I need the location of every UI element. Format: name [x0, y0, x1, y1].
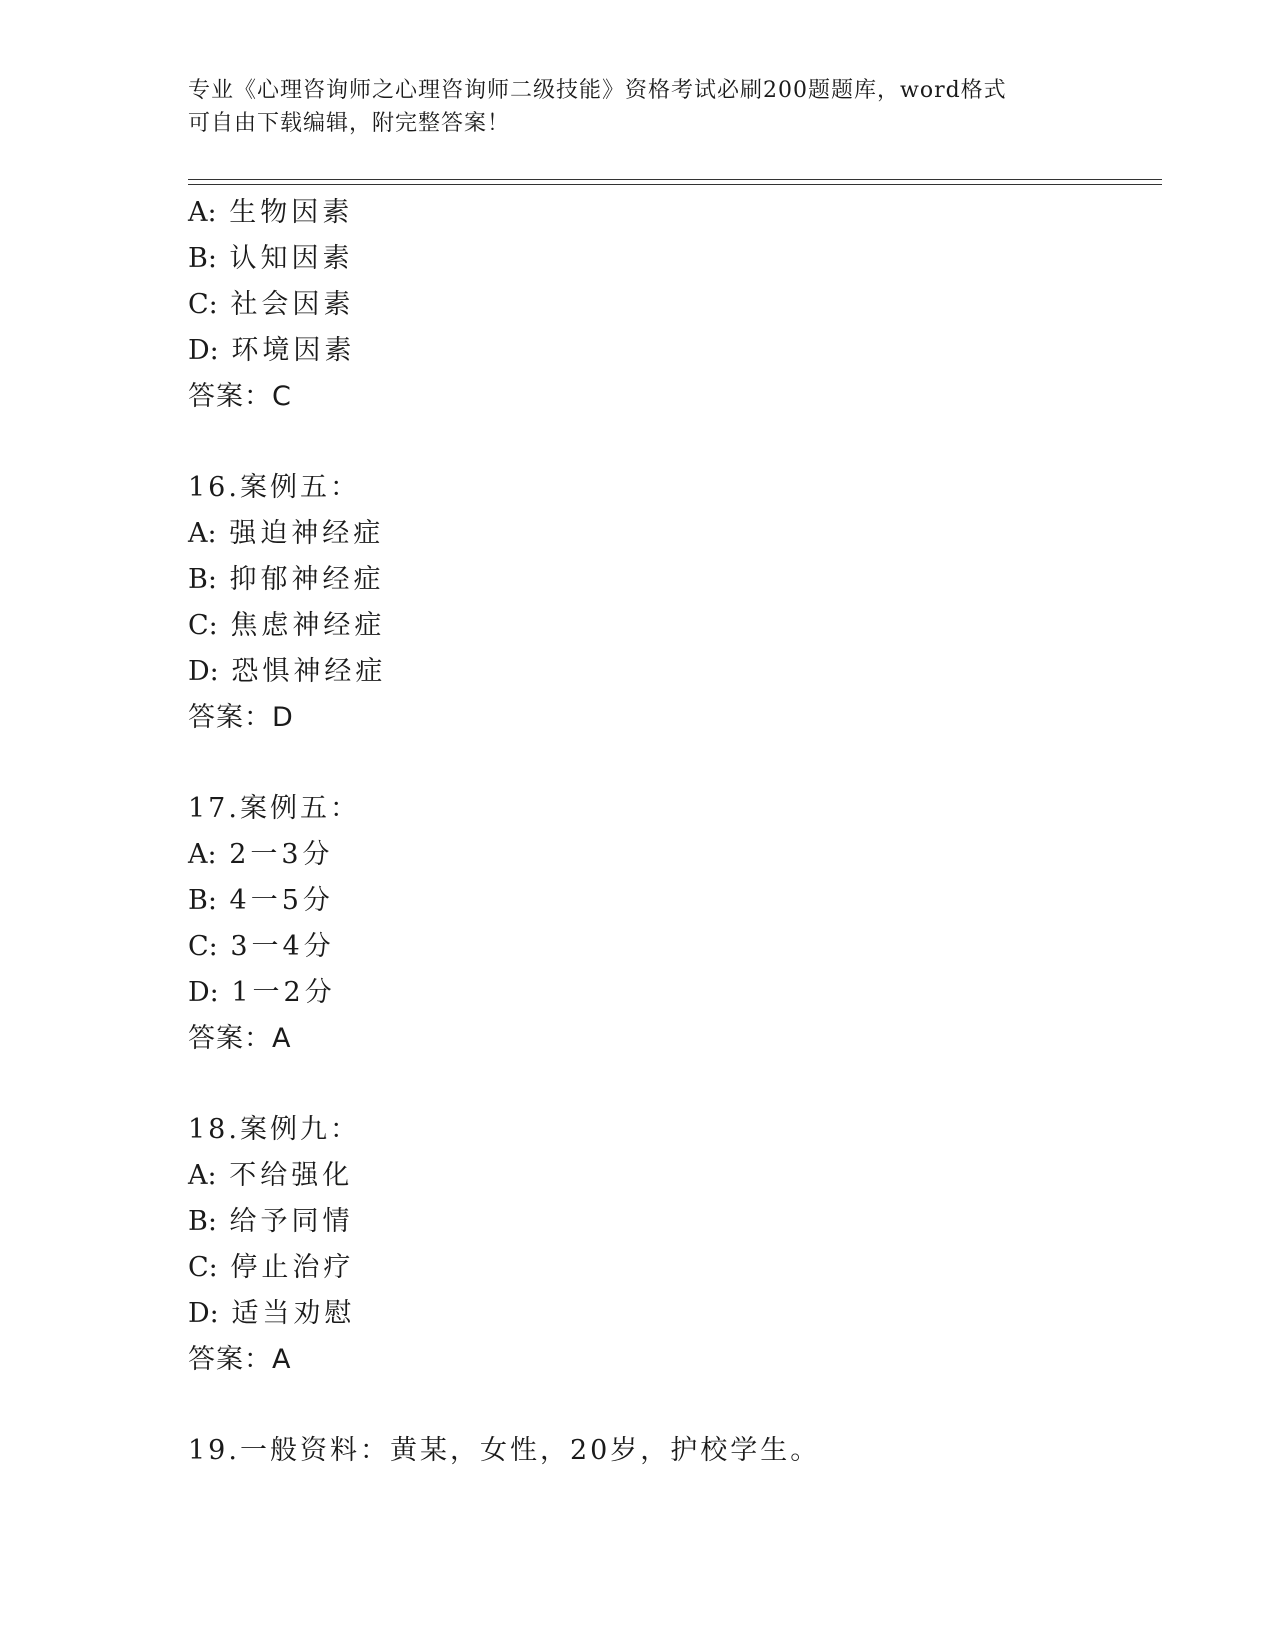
option-c: [188, 603, 1148, 649]
question-19: [188, 1428, 1148, 1474]
answer-line: 答案：A: [188, 1023, 292, 1054]
option-c: [188, 924, 1148, 970]
option-text: 1一2分: [231, 977, 336, 1008]
option-b: [188, 1199, 1148, 1245]
option-text: 3一4分: [230, 931, 335, 962]
answer-line: 答案：C: [188, 381, 292, 412]
option-text: 给予同情: [229, 1206, 354, 1237]
header-divider-bottom: [188, 184, 1162, 185]
option-letter: C:: [188, 1252, 218, 1283]
question-list: [188, 190, 1148, 1474]
option-d: [188, 970, 1148, 1016]
option-text: 环境因素: [231, 335, 356, 366]
option-text: 4一5分: [229, 885, 334, 916]
option-text: 强迫神经症: [229, 518, 385, 549]
option-text: 适当劝慰: [231, 1298, 356, 1329]
option-a: [188, 511, 1148, 557]
option-d: [188, 328, 1148, 374]
option-d: [188, 649, 1148, 695]
option-c: [188, 1245, 1148, 1291]
option-b: [188, 557, 1148, 603]
option-letter: A:: [188, 1160, 217, 1191]
option-text: 2一3分: [229, 839, 334, 870]
option-a: [188, 1153, 1148, 1199]
header-divider-top: [188, 179, 1162, 180]
question-title: 16.案例五：: [188, 472, 360, 503]
option-d: [188, 1291, 1148, 1337]
option-letter: B:: [188, 1206, 217, 1237]
option-letter: A:: [188, 839, 217, 870]
option-letter: D:: [188, 977, 219, 1008]
option-text: 停止治疗: [230, 1252, 355, 1283]
option-c: [188, 282, 1148, 328]
question-15-continued: [188, 190, 1148, 420]
option-letter: D:: [188, 656, 219, 687]
option-text: 不给强化: [229, 1160, 354, 1191]
option-letter: D:: [188, 1298, 219, 1329]
question-title: 18.案例九：: [188, 1114, 360, 1145]
option-a: [188, 190, 1148, 236]
option-letter: D:: [188, 335, 219, 366]
option-letter: A:: [188, 518, 217, 549]
header-line-2: 可自由下载编辑，附完整答案！: [188, 111, 511, 136]
option-text: 社会因素: [230, 289, 355, 320]
option-text: 焦虑神经症: [230, 610, 386, 641]
question-title: 19.一般资料：黄某，女性，20岁，护校学生。: [188, 1435, 821, 1466]
option-letter: B:: [188, 243, 217, 274]
option-b: [188, 878, 1148, 924]
option-a: [188, 832, 1148, 878]
option-letter: A:: [188, 197, 217, 228]
option-letter: B:: [188, 564, 217, 595]
header-line-1: 专业《心理咨询师之心理咨询师二级技能》资格考试必刷200题题库，word格式: [188, 78, 1007, 103]
answer-line: 答案：A: [188, 1344, 292, 1375]
question-16: [188, 465, 1148, 741]
answer-line: 答案：D: [188, 702, 294, 733]
document-header: [188, 74, 1088, 140]
option-text: 认知因素: [229, 243, 354, 274]
option-letter: C:: [188, 289, 218, 320]
option-text: 恐惧神经症: [231, 656, 387, 687]
option-letter: C:: [188, 931, 218, 962]
question-title: 17.案例五：: [188, 793, 360, 824]
option-text: 抑郁神经症: [229, 564, 385, 595]
option-b: [188, 236, 1148, 282]
option-letter: B:: [188, 885, 217, 916]
question-18: [188, 1107, 1148, 1383]
option-letter: C:: [188, 610, 218, 641]
option-text: 生物因素: [229, 197, 354, 228]
question-17: [188, 786, 1148, 1062]
